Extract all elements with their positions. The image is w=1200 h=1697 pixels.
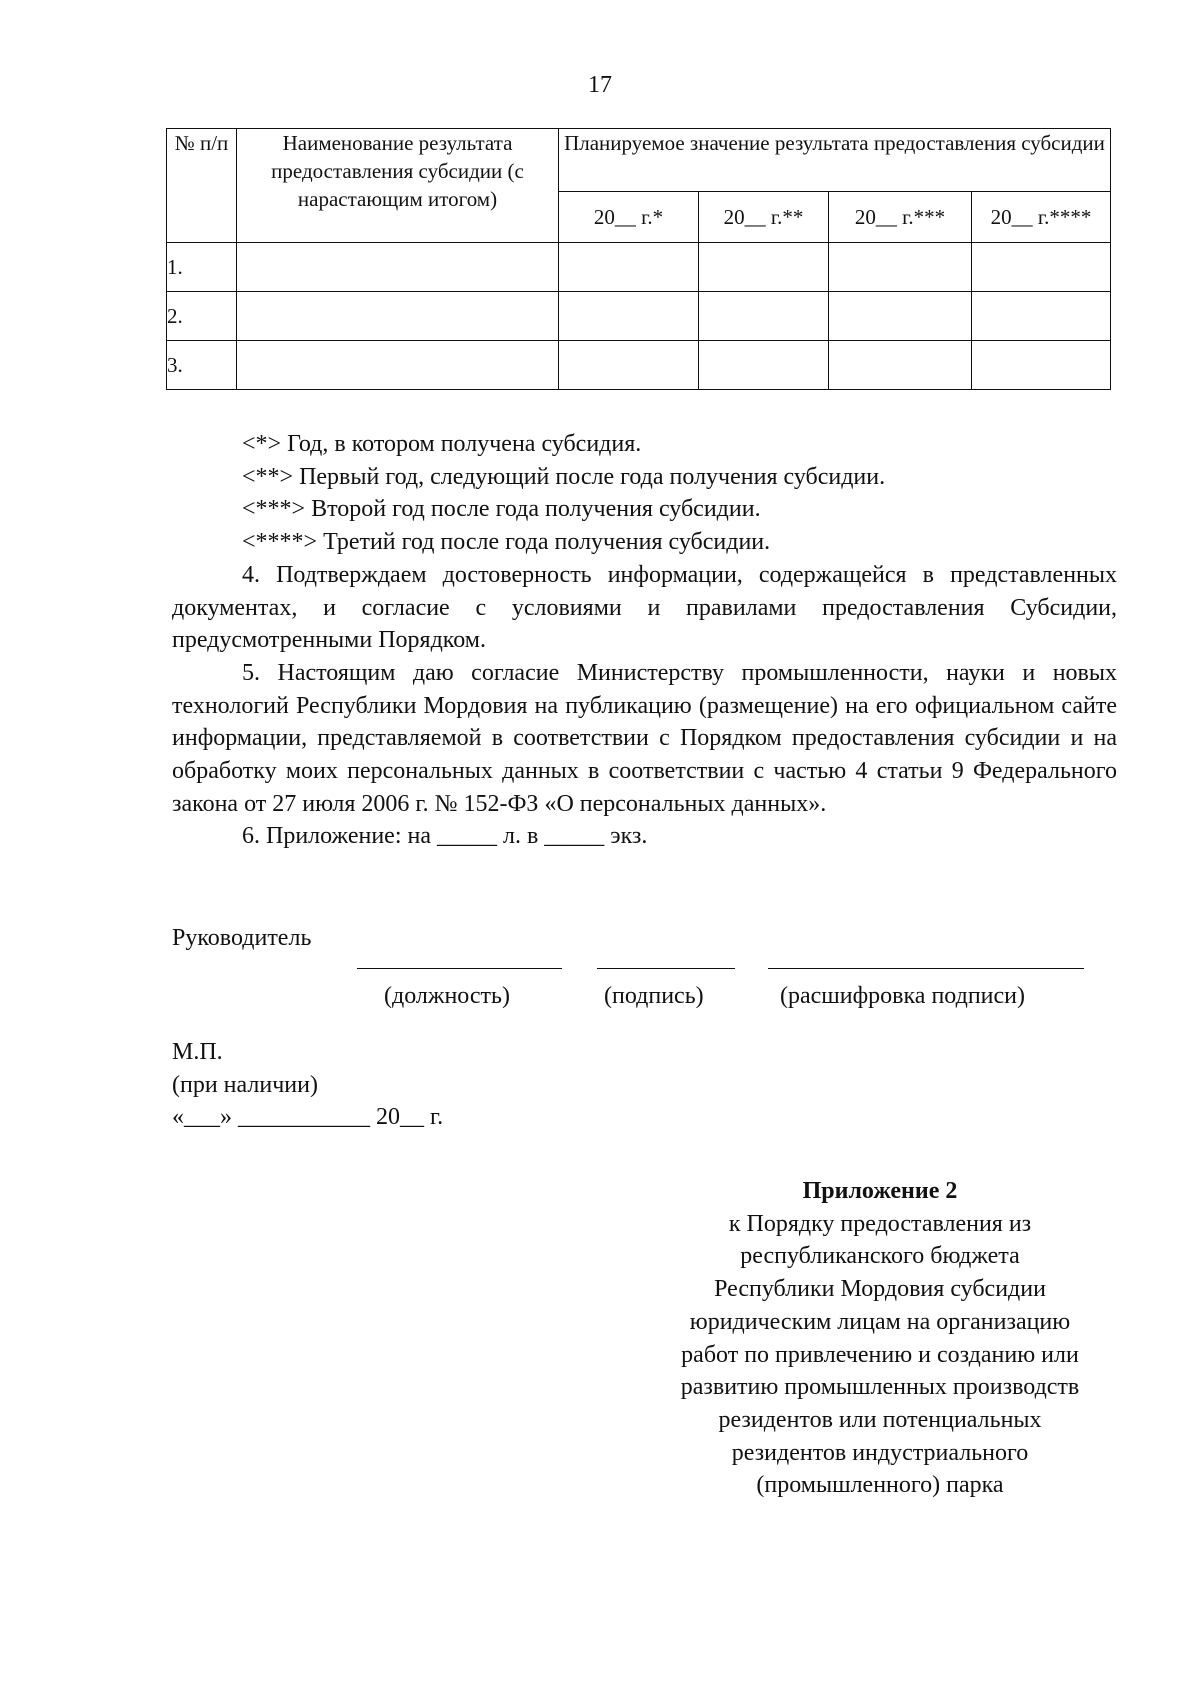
position-line bbox=[357, 968, 562, 969]
cell-year-3 bbox=[829, 292, 972, 341]
paragraph-4: 4. Подтверждаем достоверность информации, содержащейся в представленных документах, и согласие с условиями и правилами предоставления Субсидии, предусмотренными Порядком. bbox=[172, 561, 1117, 654]
header-number: № п/п bbox=[167, 129, 237, 243]
decode-caption: (расшифровка подписи) bbox=[780, 983, 1025, 1009]
appendix-line: к Порядку предоставления из bbox=[728, 1210, 1032, 1237]
appendix-line: Республики Мордовия субсидии bbox=[714, 1276, 1046, 1303]
row-number: 1. bbox=[167, 243, 237, 292]
cell-year-1 bbox=[559, 341, 699, 390]
appendix-title: Приложение 2 bbox=[802, 1178, 958, 1204]
appendix-line: юридическим лицам на организацию bbox=[689, 1308, 1071, 1335]
cell-year-1 bbox=[559, 292, 699, 341]
signatory-label: Руководитель bbox=[172, 925, 312, 951]
appendix-line: республиканского бюджета bbox=[740, 1243, 1020, 1270]
signature-caption: (подпись) bbox=[604, 983, 704, 1009]
cell-year-3 bbox=[829, 341, 972, 390]
stamp-block bbox=[172, 1036, 443, 1134]
appendix-line: развитию промышленных производств bbox=[680, 1374, 1080, 1401]
row-number: 3. bbox=[167, 341, 237, 390]
cell-year-4 bbox=[972, 243, 1111, 292]
header-year-2: 20__ г.** bbox=[699, 192, 829, 243]
appendix-line: (промышленного) парка bbox=[756, 1472, 1004, 1499]
cell-result-name bbox=[237, 292, 559, 341]
body-text bbox=[172, 428, 1117, 853]
date-line: «___» ___________ 20__ г. bbox=[172, 1104, 444, 1131]
cell-year-4 bbox=[972, 292, 1111, 341]
cell-result-name bbox=[237, 243, 559, 292]
results-table bbox=[166, 128, 1111, 390]
cell-year-3 bbox=[829, 243, 972, 292]
position-caption: (должность) bbox=[384, 983, 510, 1009]
footnote-3: <***> Второй год после года получения субсидии. bbox=[242, 496, 761, 523]
cell-year-2 bbox=[699, 292, 829, 341]
page-number: 17 bbox=[588, 72, 612, 98]
signature-line bbox=[597, 968, 735, 969]
cell-year-2 bbox=[699, 341, 829, 390]
appendix-line: резидентов или потенциальных bbox=[718, 1406, 1042, 1433]
appendix-heading bbox=[640, 1175, 1120, 1502]
stamp-note: (при наличии) bbox=[172, 1071, 318, 1098]
header-year-1: 20__ г.* bbox=[559, 192, 699, 243]
cell-year-1 bbox=[559, 243, 699, 292]
cell-year-4 bbox=[972, 341, 1111, 390]
table-row bbox=[167, 341, 1111, 390]
header-year-3: 20__ г.*** bbox=[829, 192, 972, 243]
appendix-line: работ по привлечению и созданию или bbox=[681, 1341, 1079, 1368]
paragraph-6: 6. Приложение: на _____ л. в _____ экз. bbox=[242, 823, 648, 850]
footnote-2: <**> Первый год, следующий после года получения субсидии. bbox=[242, 463, 886, 490]
table-row bbox=[167, 292, 1111, 341]
appendix-line: резидентов индустриального bbox=[731, 1439, 1029, 1466]
cell-result-name bbox=[237, 341, 559, 390]
table-row bbox=[167, 243, 1111, 292]
stamp-mark: М.П. bbox=[172, 1039, 223, 1065]
footnote-4: <****> Третий год после года получения субсидии. bbox=[242, 529, 771, 556]
row-number: 2. bbox=[167, 292, 237, 341]
header-result-name: Наименование результата предоставления субсидии (с нарастающим итогом) bbox=[237, 129, 559, 243]
cell-year-2 bbox=[699, 243, 829, 292]
header-year-4: 20__ г.**** bbox=[972, 192, 1111, 243]
header-planned-value: Планируемое значение результата предоставления субсидии bbox=[559, 129, 1111, 192]
decode-line bbox=[768, 968, 1084, 969]
footnote-1: <*> Год, в котором получена субсидия. bbox=[242, 431, 642, 457]
paragraph-5: 5. Настоящим даю согласие Министерству промышленности, науки и новых технологий Республики Мордовия на публикацию (размещение) на его официальном сайте информации, представляемой в соответствии с Порядком предоставления субсидии и на обработку моих персональных данных в соответствии с частью 4 статьи 9 Федерального закона от 27 июля 2006 г. № 152-ФЗ «О персональных данных». bbox=[172, 659, 1117, 817]
